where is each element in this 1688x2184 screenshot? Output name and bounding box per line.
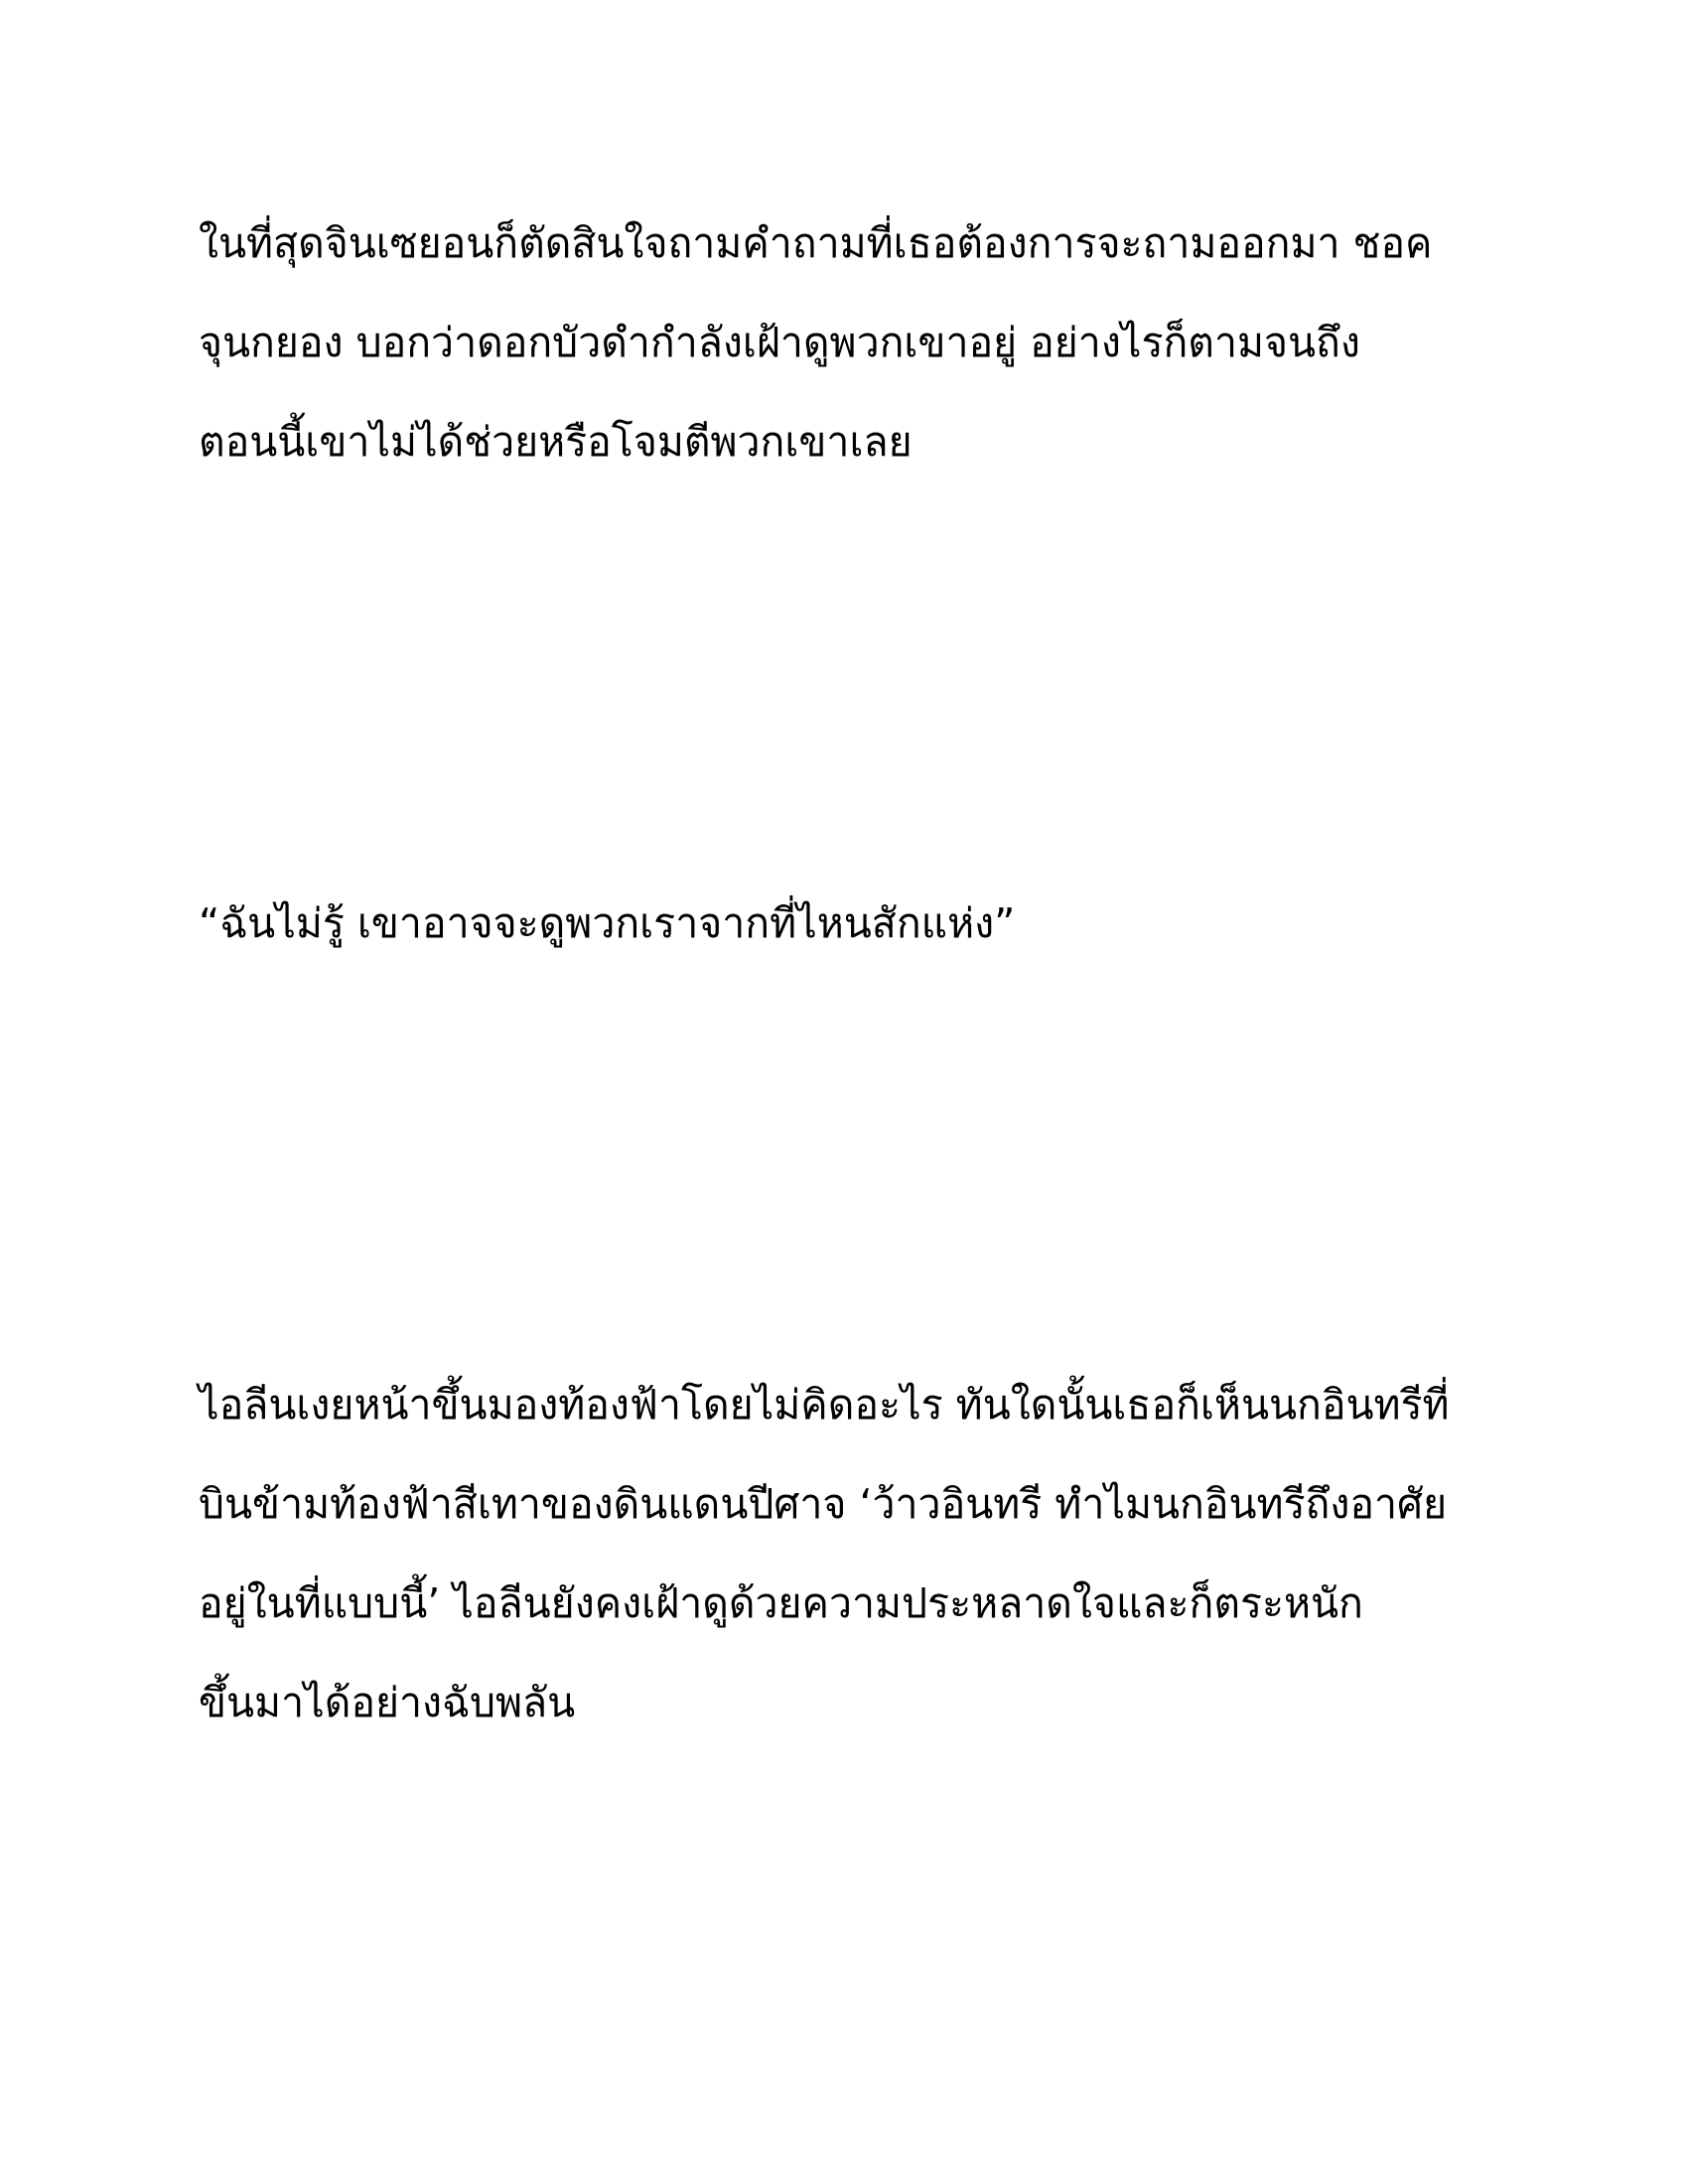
- paragraph-1-line-1: ในที่สุดจินเซยอนก็ตัดสินใจถามคำถามที่เธอต้องการจะถามออกมา ชอค: [199, 219, 1433, 267]
- paragraph-2-line-1: “ฉันไม่รู้ เขาอาจจะดูพวกเราจากที่ไหนสักแห่ง”: [199, 899, 1016, 947]
- paragraph-3-line-1: ไอลีนเงยหน้าขึ้นมองท้องฟ้าโดยไม่คิดอะไร ทันใดนั้นเธอก็เห็นนกอินทรีที่: [199, 1381, 1450, 1429]
- paragraph-1: [199, 194, 1519, 491]
- paragraph-2: [199, 874, 1519, 973]
- paragraph-3-line-3: อยู่ในที่แบบนี้’ ไอลีนยังคงเฝ้าดูด้วยความประหลาดใจและก็ตระหนัก: [199, 1579, 1363, 1627]
- paragraph-3-line-4: ขึ้นมาได้อย่างฉับพลัน: [199, 1679, 576, 1726]
- paragraph-1-line-2: จุนกยอง บอกว่าดอกบัวดำกำลังเฝ้าดูพวกเขาอยู่ อย่างไรก็ตามจนถึง: [199, 319, 1360, 366]
- paragraph-1-line-3: ตอนนี้เขาไม่ได้ช่วยหรือโจมตีพวกเขาเลย: [199, 418, 913, 466]
- paragraph-3: [199, 1355, 1519, 1752]
- paragraph-3-line-2: บินข้ามท้องฟ้าสีเทาของดินแดนปีศาจ ‘ว้าวอินทรี ทำไมนกอินทรีถึงอาศัย: [199, 1480, 1448, 1528]
